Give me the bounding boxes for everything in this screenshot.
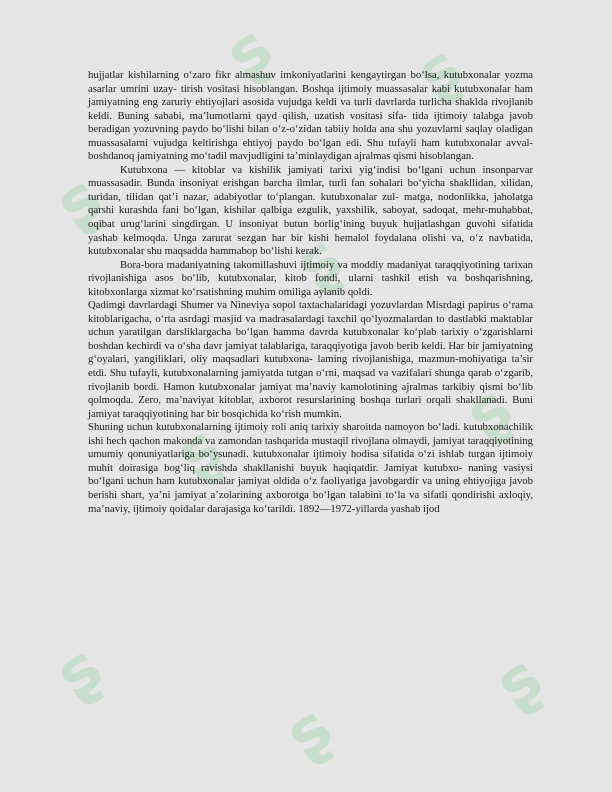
watermark-logo: ʂ bbox=[212, 10, 286, 94]
paragraph: hujjatlar kishilarning o‘zaro fikr almashuv imkoniyatlarini kengaytirgan bo‘lsa, kutubxonalar yozma asarlar umrini uzay- tirish vositasi hisoblangan. Boshqa ijtimoiy muassasalar kabi kutubxonalar ham jamiyatning eng zaruriy ehtiyojlari asosida vujudga keldi va turli davrlarda turlicha shaklda rivojlanib keldi. Buning sababi, ma’lumotlarni qayd qilish, uzatish vositasi sifa- tida ijtimoiy talabga javob beradigan yozuvning paydo bo‘lishi bilan o‘z-o‘zidan tabiiy holda ana shu yozuvlarni saqlay oladigan muassasalarni vujudga keltirishga ehtiyoj paydo bo‘lgan edi. Shu tufayli ham kutubxonalar avval-boshdanoq jamiyatning mo‘tadil mavjudligini ta’minlaydigan ajralmas qismi hisoblangan. bbox=[88, 69, 533, 163]
watermark-logo: ʂ bbox=[402, 30, 476, 114]
paragraph: Qadimgi davrlardagi Shumer va Nineviya sopol taxtachalaridagi yozuvlardan Misrdagi papirus o‘rama kitoblarigacha, o‘rta asrdagi masjid va madrasalardagi taxchil qo‘lyozmalardan to dastlabki maktablar uchun yaratilgan darsliklargacha bo‘lgan hamma davrda kutubxonalar ko‘plab tarixiy o‘zgarishlarni boshdan kechirdi va o‘sha davr jamiyat talablariga, taraqqiyotiga javob berib keldi. Har bir jamiyatning g‘oyalari, yangiliklari, oliy maqsadlari kutubxona- laming rivojlanishiga, mazmun-mohiyatiga ta’sir etdi. Shu tufayli, kutubxonalarning jamiyatda tutgan o‘rni, maqsad va vazifalari shunga qarab o‘zgarib, rivojlanib bordi. Hamon kutubxonalar jamiyat ma’naviy kamolotining ajralmas tarkibiy qismi bo‘lib qolmoqda. Zero, ma’naviyat kitoblar, axborot resurslarining boshqa turlari orqali shakllanadi. Buni jamiyat taraqqiyotining har bir bosqichida ko‘rish mumkin. bbox=[88, 299, 533, 420]
watermark-logo: ʂ bbox=[482, 640, 556, 724]
watermark-logo: ʂ bbox=[272, 690, 346, 774]
paragraph: Kutubxona — kitoblar va kishilik jamiyati tarixi yig‘indisi bo‘lgani uchun insonparvar muassasadir. Bunda insoniyat erishgan barcha ilmlar, turli fan sohalari bo‘yicha shakllidan, xilidan, turidan, tilidan qat’i nazar, adabiyotlar to‘plangan. kutubxonalar zul- matga, nodonlikka, jaholatga qarshi kurashda fani bo‘lgan, kishilar qalbiga ezgulik, yaxshilik, saboyat, sadoqat, mehr-muhabbat, oqibat urug‘larini singdirgan. U insoniyat butun borlig‘ining buyuk hujjatlashgan guvohi sifatida yashab kelmoqda. Unga zarurat sezgan har bir kishi hemalol foydalana olishi va, o‘z navbatida, kutubxonalar shu maqsadda hammabop bo‘lishi kerak. bbox=[88, 163, 533, 258]
watermark-logo: ʂ bbox=[42, 630, 116, 714]
paragraph: Shuning uchun kutubxonalarning ijtimoiy roli aniq tarixiy sharoitda namoyon bo‘ladi. kutubxonachilik ishi hech qachon makonda va zamondan tashqarida mustaqil rivojlana olmaydi, jamiyat taraqqiyotining umumiy qonuniyatlariga bo‘ysunadi. kutubxonalar ijtimoiy hodisa sifatida o‘zi ishlab turgan ijtimoiy muhit doirasiga bog‘liq ravishda shakllanishi buyuk haqiqatdir. Jamiyat kutubxo- naning vasiysi bo‘lgani uchun ham kutubxonalar jamiyat oldida o‘z faoliyatiga javobgardir va uning ehtiyojiga javob berishi shart, ya’ni jamiyat a’zolarining axborotga bo‘lgan talabini to‘la va sifatli qondirishi axloqiy, ma’naviy, ijtimoiy qoidalar darajasiga ko‘tarildi. 1892—1972-yillarda yashab ijod bbox=[88, 421, 533, 515]
paragraph: Bora-bora madaniyatning takomillashuvi ijtimoiy va moddiy madaniyat taraqqiyotining tarixan rivojlanishiga asos bo‘lib, kutubxonalar, kitob fondi, ularni tashkil etish va boshqarishning, kitobxonlarga xizmat ko‘rsatishning muhim omiliga aylanib qoldi. bbox=[88, 258, 533, 298]
body-text bbox=[88, 69, 533, 516]
watermark-logo: ʂ bbox=[452, 370, 526, 454]
watermark-logo: ʂ bbox=[42, 160, 116, 244]
watermark-logo: ʂ bbox=[282, 220, 356, 304]
watermark-logo: ʂ bbox=[162, 410, 236, 494]
